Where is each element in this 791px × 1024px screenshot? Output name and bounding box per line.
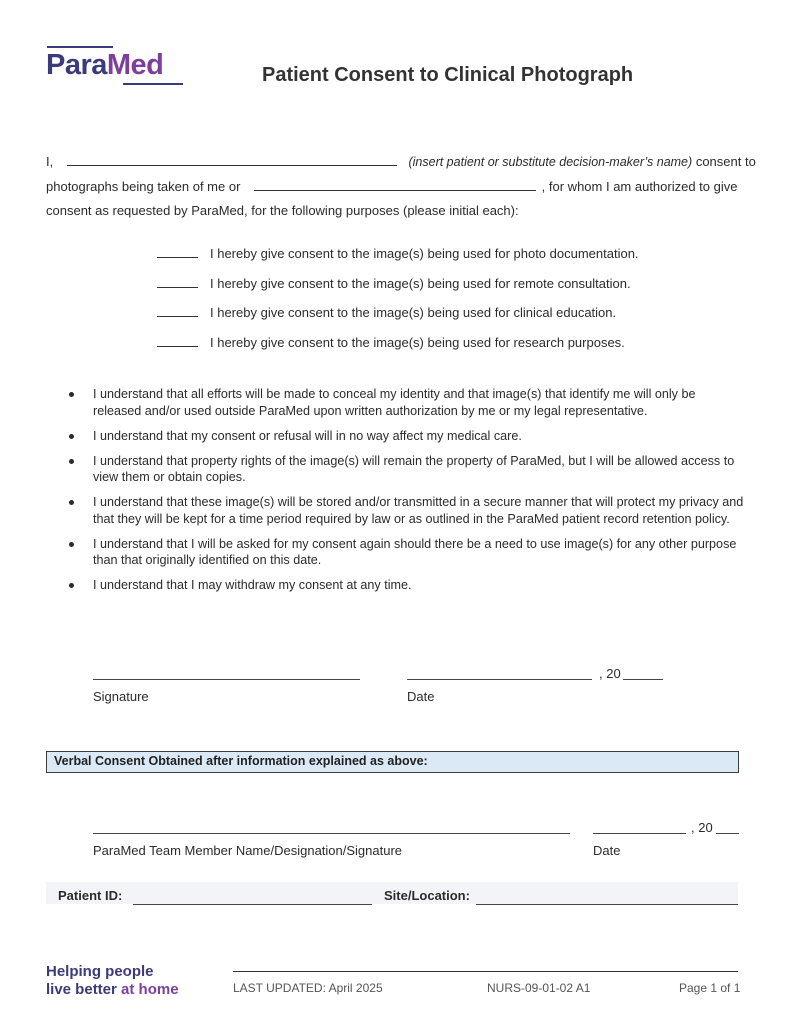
statement-text: I understand that property rights of the image(s) will remain the property of ParaMed, but I will be allowed access to view them or obtain copies. <box>93 453 735 484</box>
represented-person-field[interactable] <box>254 178 536 191</box>
initial-field[interactable] <box>157 275 198 288</box>
tagline <box>46 963 179 999</box>
bullet-icon <box>69 500 74 505</box>
verbal-date-label: Date <box>593 843 621 858</box>
purpose-label: I hereby give consent to the image(s) being used for research purposes. <box>210 335 625 350</box>
intro-line2-suffix: , for whom I am authorized to give <box>541 179 738 194</box>
page-number: Page 1 of 1 <box>679 981 741 995</box>
verbal-year-field[interactable] <box>716 833 739 834</box>
bullet-icon <box>69 392 74 397</box>
signature-field[interactable] <box>93 679 360 680</box>
intro-line2-prefix: photographs being taken of me or <box>46 179 241 194</box>
verbal-date-field[interactable] <box>593 833 686 834</box>
patient-id-label: Patient ID: <box>58 888 123 903</box>
statement-text: I understand that all efforts will be made to conceal my identity and that image(s) that identify me will only be released and/or used outside ParaMed upon written authorization by me or my legal representative. <box>93 387 696 418</box>
purpose-label: I hereby give consent to the image(s) being used for photo documentation. <box>210 246 639 261</box>
verbal-year-prefix: , 20 <box>691 820 713 835</box>
logo-wordmark <box>46 48 163 82</box>
team-member-field[interactable] <box>93 833 570 834</box>
statement-item <box>66 536 746 569</box>
statement-text: I understand that I will be asked for my consent again should there be a need to use image(s) for any other purpose than that originally identified on this date. <box>93 536 737 567</box>
last-updated: LAST UPDATED: April 2025 <box>233 981 383 995</box>
initial-field[interactable] <box>157 245 198 258</box>
site-location-field[interactable] <box>476 904 738 905</box>
page-title: Patient Consent to Clinical Photograph <box>262 64 634 86</box>
statement-item <box>66 428 746 445</box>
purpose-label: I hereby give consent to the image(s) being used for remote consultation. <box>210 276 631 291</box>
statement-text: I understand that these image(s) will be stored and/or transmitted in a secure manner that will protect my privacy and that they will be kept for a time period required by law or as outlined in the ParaMed patient record retention policy. <box>93 495 744 526</box>
bullet-icon <box>69 459 74 464</box>
initial-field[interactable] <box>157 304 198 317</box>
tagline-part-a: live better <box>46 981 117 998</box>
tagline-line-1: Helping people <box>46 963 154 980</box>
logo-bar-bottom <box>123 83 183 85</box>
statement-list <box>66 386 746 602</box>
verbal-consent-heading: Verbal Consent Obtained after information explained as above: <box>54 754 428 768</box>
purpose-item <box>157 245 639 261</box>
document-code: NURS-09-01-02 A1 <box>487 981 591 995</box>
tagline-line-2 <box>46 981 179 999</box>
purpose-item <box>157 304 616 320</box>
logo-med: Med <box>106 49 164 81</box>
statement-item <box>66 577 746 594</box>
paramed-logo <box>46 46 178 86</box>
footer-divider <box>233 971 738 972</box>
verbal-consent-header <box>46 751 739 773</box>
intro-line-2 <box>46 178 737 194</box>
statement-item <box>66 386 746 419</box>
date-label: Date <box>407 689 435 704</box>
bullet-icon <box>69 434 74 439</box>
intro-prefix: I, <box>46 154 54 169</box>
site-location-label: Site/Location: <box>384 888 470 903</box>
signature-label: Signature <box>93 689 149 704</box>
date-field[interactable] <box>407 679 592 680</box>
patient-name-field[interactable] <box>67 153 397 166</box>
year-field[interactable] <box>623 679 663 680</box>
team-member-label: ParaMed Team Member Name/Designation/Signature <box>93 843 403 858</box>
statement-text: I understand that I may withdraw my consent at any time. <box>93 578 412 592</box>
year-prefix: , 20 <box>599 666 621 681</box>
purpose-item <box>157 334 625 350</box>
intro-line-3: consent as requested by ParaMed, for the following purposes (please initial each): <box>46 203 519 218</box>
statement-item <box>66 494 746 527</box>
bullet-icon <box>69 542 74 547</box>
patient-id-field[interactable] <box>133 904 372 905</box>
intro-suffix: consent to <box>695 154 756 169</box>
statement-text: I understand that my consent or refusal will in no way affect my medical care. <box>93 428 522 443</box>
bullet-icon <box>69 583 74 588</box>
purpose-label: I hereby give consent to the image(s) being used for clinical education. <box>210 305 617 320</box>
purpose-item <box>157 275 631 291</box>
tagline-part-b: at home <box>121 981 179 998</box>
statement-item <box>66 453 746 486</box>
intro-line-1 <box>46 153 756 169</box>
initial-field[interactable] <box>157 334 198 347</box>
logo-para: Para <box>46 49 107 81</box>
name-hint: (insert patient or substitute decision-maker’s name) <box>408 155 693 169</box>
